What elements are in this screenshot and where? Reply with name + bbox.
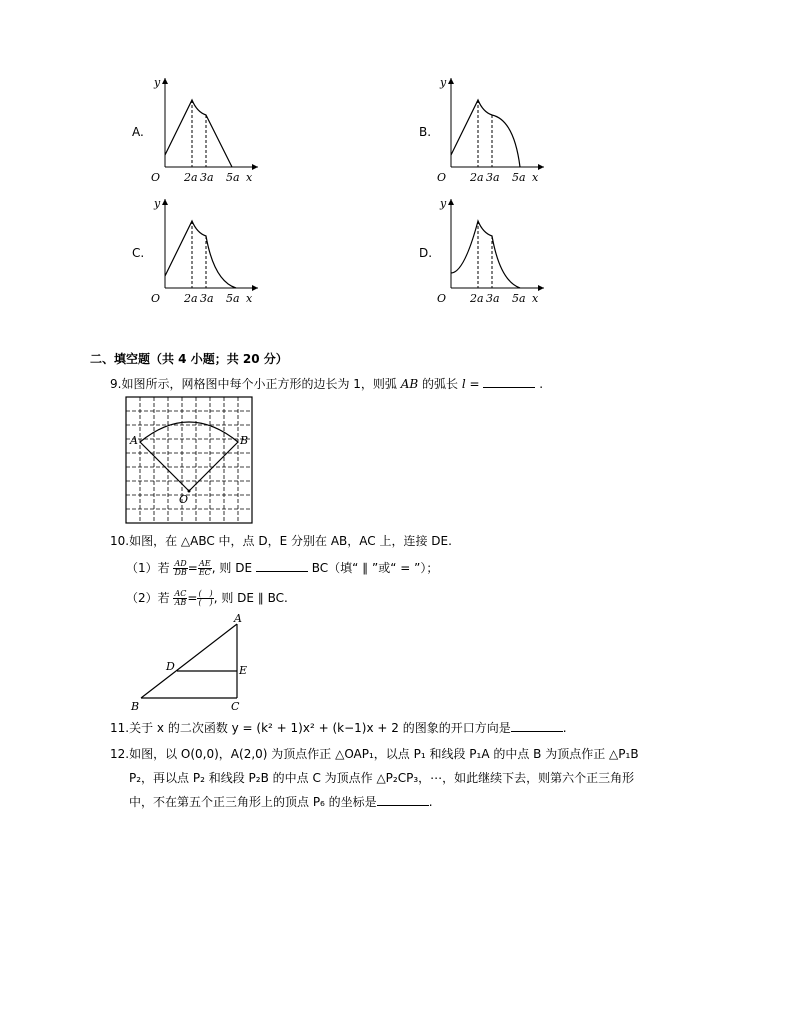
tick-label: 5a (226, 171, 240, 184)
fraction: $\frac{AC}{AB}$ (174, 589, 187, 607)
option-label-d: D. (419, 246, 433, 260)
origin-label: O (437, 171, 447, 184)
question-text: 中，不在第五个正三角形上的顶点 P₆ 的坐标是 (129, 795, 377, 809)
tick-label: 3a (486, 171, 500, 184)
fraction: $\frac{AD}{DB}$ (174, 559, 187, 577)
period: . (562, 721, 567, 735)
point-e-label: E (239, 664, 248, 677)
tick-label: 3a (200, 171, 214, 184)
question-text: 如图所示，网格图中每个小正方形的边长为 1，则弧 (121, 377, 401, 391)
question-12-line3 (129, 794, 433, 810)
question-text: 关于 x 的二次函数 y = (k² + 1)x² + (k−1)x + 2 的图象的开口方向是 (129, 721, 511, 735)
tick-label: 3a (486, 292, 500, 305)
question-10-line1 (110, 533, 452, 549)
question-text: P₂，再以点 P₂ 和线段 P₂B 的中点 C 为顶点作 △P₂CP₃，⋯，如此继续下去，则第六个正三角形 (129, 771, 635, 785)
variable: l (461, 377, 466, 391)
origin-label: O (437, 292, 447, 305)
question-12-line1 (110, 746, 639, 762)
y-axis-label: y (154, 76, 161, 89)
question-number: 10. (110, 534, 130, 548)
period: . (535, 377, 544, 391)
x-axis-label: x (246, 171, 253, 184)
tick-label: 2a (184, 292, 198, 305)
equals: = (465, 377, 484, 391)
question-text: , 则 DE (211, 561, 253, 575)
question-9 (110, 376, 543, 392)
point-d-label: D (166, 660, 175, 673)
graph-option-a (148, 70, 263, 185)
graph-option-c (148, 191, 263, 306)
x-axis-label: x (532, 171, 539, 184)
arc-label: AB (400, 377, 419, 391)
tick-label: 5a (512, 292, 526, 305)
x-axis-label: x (246, 292, 253, 305)
question-11 (110, 720, 567, 736)
question-number: 11. (110, 721, 130, 735)
tick-label: 2a (470, 171, 484, 184)
point-a-label: A (130, 434, 138, 447)
point-b-label: B (131, 700, 140, 712)
part-label: （2）若 (126, 591, 170, 605)
tick-label: 5a (512, 171, 526, 184)
point-a-label: A (234, 612, 242, 625)
graph-option-b (434, 70, 549, 185)
question-text: 的弧长 (418, 377, 462, 391)
question-10-part1: （1）若 $\frac{AD}{DB}$ = $\frac{AE}{EC}$ , 则 DE BC（填“ ∥ ”或“ = ”）； (126, 559, 439, 577)
fraction-blank[interactable]: $\frac{( )}{( )}$ (198, 589, 213, 607)
question-number: 9. (110, 377, 122, 391)
question-10-part2: （2）若 $\frac{AC}{AB}$ = $\frac{( )}{( )}$ , 则 DE ∥ BC. (126, 589, 288, 607)
origin-label: O (151, 292, 161, 305)
section-title: 二、填空题（共 4 小题；共 20 分） (90, 352, 288, 366)
part-label: （1）若 (126, 561, 170, 575)
triangle-figure (128, 612, 258, 712)
tick-label: 2a (184, 171, 198, 184)
question-text: 如图，以 O(0,0)，A(2,0) 为顶点作正 △OAP₁，以点 P₁ 和线段 P₁A 的中点 B 为顶点作正 △P₁B (129, 747, 639, 761)
tick-label: 5a (226, 292, 240, 305)
answer-blank[interactable] (511, 720, 563, 732)
grid-figure (118, 393, 258, 528)
point-c-label: C (231, 700, 240, 712)
option-label-a: A. (132, 125, 144, 139)
question-number: 12. (110, 747, 130, 761)
tick-label: 2a (470, 292, 484, 305)
fraction: $\frac{AE}{EC}$ (198, 559, 211, 577)
option-label-b: B. (419, 125, 432, 139)
y-axis-label: y (440, 197, 447, 210)
answer-blank[interactable] (483, 376, 535, 388)
question-text: BC（填“ ∥ ”或“ = ”）； (311, 561, 439, 575)
x-axis-label: x (532, 292, 539, 305)
point-b-label: B (240, 434, 249, 447)
question-12-line2 (129, 770, 634, 786)
answer-blank[interactable] (256, 560, 308, 572)
question-text: , 则 DE ∥ BC. (213, 591, 288, 605)
period: . (428, 795, 433, 809)
option-label-c: C. (132, 246, 145, 260)
answer-blank[interactable] (377, 794, 429, 806)
point-o-label: O (179, 493, 189, 506)
y-axis-label: y (440, 76, 447, 89)
question-text: 如图，在 △ABC 中，点 D，E 分别在 AB，AC 上，连接 DE. (129, 534, 452, 548)
y-axis-label: y (154, 197, 161, 210)
origin-label: O (151, 171, 161, 184)
graph-option-d (434, 191, 549, 306)
tick-label: 3a (200, 292, 214, 305)
